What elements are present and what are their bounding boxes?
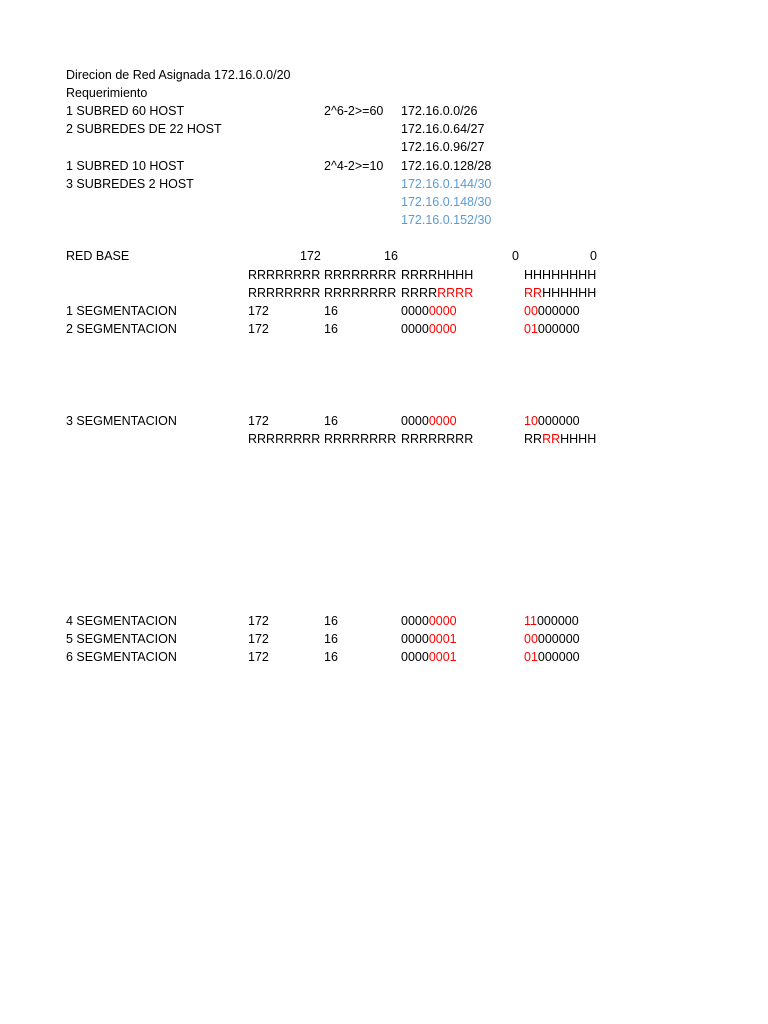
segmentation-octet: 16 bbox=[324, 614, 338, 628]
title-text: Direcion de Red Asignada 172.16.0.0/20 bbox=[66, 68, 291, 82]
bits-fixed: 0000 bbox=[401, 614, 429, 628]
bits-subnet: 0000 bbox=[428, 414, 457, 428]
mask-network-bits: RR bbox=[524, 432, 543, 446]
segmentation-row bbox=[0, 412, 768, 430]
requirement-network: 172.16.0.96/27 bbox=[401, 140, 485, 154]
mask-network-bits: RRRR bbox=[401, 286, 438, 300]
mask-octet: HHHHHHHH bbox=[524, 268, 597, 282]
segmentation-label: 3 SEGMENTACION bbox=[66, 414, 177, 428]
mask-octet: RRRRRRRR bbox=[324, 432, 397, 446]
bits-host: 000000 bbox=[537, 304, 580, 318]
requirement-row bbox=[0, 157, 768, 175]
requirement-row bbox=[0, 120, 768, 138]
bits-fixed: 0000 bbox=[401, 304, 429, 318]
segmentation-label: 2 SEGMENTACION bbox=[66, 322, 177, 336]
segmentation-octet: 16 bbox=[324, 322, 338, 336]
segmentation-octet bbox=[524, 648, 580, 666]
mask-octet: RRRRRRRR bbox=[401, 432, 474, 446]
mask-octet: RRRRRRRR bbox=[324, 268, 397, 282]
requirement-row bbox=[0, 193, 768, 211]
requirement-network: 172.16.0.144/30 bbox=[401, 177, 492, 191]
bits-host: 000000 bbox=[537, 650, 580, 664]
mask-octet: RRRRRRRR bbox=[248, 286, 321, 300]
mask-octet: RRRRRRRR bbox=[324, 286, 397, 300]
segmentation-row bbox=[0, 302, 768, 320]
mask-row bbox=[0, 284, 768, 302]
bits-subnet: 0001 bbox=[428, 650, 457, 664]
bits-subnet: 01 bbox=[524, 650, 538, 664]
mask-borrowed-bits: RR bbox=[542, 432, 561, 446]
requirement-formula: 2^4-2>=10 bbox=[324, 159, 384, 173]
segmentation-octet bbox=[524, 630, 580, 648]
requirement-label: 1 SUBRED 10 HOST bbox=[66, 159, 185, 173]
segmentation-octet bbox=[401, 648, 457, 666]
segmentation-octet bbox=[524, 612, 579, 630]
subtitle-row bbox=[0, 84, 768, 102]
segmentation-octet: 172 bbox=[248, 322, 269, 336]
mask-octet: RRRRRRRR bbox=[248, 432, 321, 446]
bits-host: 000000 bbox=[537, 322, 580, 336]
subtitle-text: Requerimiento bbox=[66, 86, 148, 100]
bits-subnet: 00 bbox=[524, 304, 538, 318]
mask-row bbox=[0, 266, 768, 284]
requirement-row bbox=[0, 138, 768, 156]
segmentation-octet bbox=[524, 302, 580, 320]
segmentation-octet bbox=[401, 320, 457, 338]
bits-subnet: 10 bbox=[524, 414, 538, 428]
segmentation-row bbox=[0, 612, 768, 630]
bits-subnet: 0000 bbox=[428, 304, 457, 318]
requirement-network: 172.16.0.152/30 bbox=[401, 213, 492, 227]
red-base-row bbox=[0, 247, 768, 265]
requirement-network: 172.16.0.64/27 bbox=[401, 122, 485, 136]
requirement-label: 3 SUBREDES 2 HOST bbox=[66, 177, 194, 191]
mask-borrowed-bits: RR bbox=[524, 286, 543, 300]
mask-octet: RRRRRRRR bbox=[248, 268, 321, 282]
requirement-formula: 2^6-2>=60 bbox=[324, 104, 384, 118]
segmentation-octet bbox=[401, 412, 457, 430]
bits-subnet: 0001 bbox=[428, 632, 457, 646]
bits-fixed: 0000 bbox=[401, 632, 429, 646]
red-base-octet: 0 bbox=[512, 249, 519, 263]
segmentation-octet bbox=[401, 612, 457, 630]
bits-host: 000000 bbox=[536, 614, 579, 628]
segmentation-row bbox=[0, 630, 768, 648]
red-base-octet: 172 bbox=[300, 249, 321, 263]
segmentation-octet: 172 bbox=[248, 414, 269, 428]
mask-octet bbox=[524, 284, 596, 302]
segmentation-octet: 16 bbox=[324, 414, 338, 428]
mask-octet bbox=[524, 430, 596, 448]
bits-fixed: 0000 bbox=[401, 322, 429, 336]
segmentation-label: 6 SEGMENTACION bbox=[66, 650, 177, 664]
bits-subnet: 11 bbox=[524, 614, 537, 628]
requirement-network: 172.16.0.128/28 bbox=[401, 159, 492, 173]
mask-borrowed-bits: RRRR bbox=[437, 286, 474, 300]
segmentation-octet bbox=[524, 412, 580, 430]
bits-fixed: 0000 bbox=[401, 414, 429, 428]
requirement-label: 2 SUBREDES DE 22 HOST bbox=[66, 122, 222, 136]
segmentation-octet: 172 bbox=[248, 614, 269, 628]
requirement-network: 172.16.0.0/26 bbox=[401, 104, 478, 118]
segmentation-label: 1 SEGMENTACION bbox=[66, 304, 177, 318]
bits-fixed: 0000 bbox=[401, 650, 429, 664]
bits-host: 000000 bbox=[537, 414, 580, 428]
segmentation-octet: 16 bbox=[324, 650, 338, 664]
segmentation-octet: 16 bbox=[324, 304, 338, 318]
mask-host-bits: HHHH bbox=[560, 432, 597, 446]
segmentation-octet: 172 bbox=[248, 632, 269, 646]
segmentation-octet bbox=[524, 320, 580, 338]
title-row bbox=[0, 66, 768, 84]
requirement-row bbox=[0, 175, 768, 193]
segmentation-label: 5 SEGMENTACION bbox=[66, 632, 177, 646]
mask-row bbox=[0, 430, 768, 448]
mask-octet bbox=[401, 284, 473, 302]
requirement-row bbox=[0, 211, 768, 229]
bits-host: 000000 bbox=[537, 632, 580, 646]
red-base-octet: 16 bbox=[384, 249, 398, 263]
segmentation-octet: 172 bbox=[248, 650, 269, 664]
requirement-network: 172.16.0.148/30 bbox=[401, 195, 492, 209]
red-base-octet: 0 bbox=[590, 249, 597, 263]
bits-subnet: 0000 bbox=[428, 322, 457, 336]
segmentation-octet bbox=[401, 302, 457, 320]
segmentation-octet bbox=[401, 630, 457, 648]
segmentation-octet: 172 bbox=[248, 304, 269, 318]
requirement-label: 1 SUBRED 60 HOST bbox=[66, 104, 185, 118]
segmentation-label: 4 SEGMENTACION bbox=[66, 614, 177, 628]
requirement-row bbox=[0, 102, 768, 120]
segmentation-row bbox=[0, 648, 768, 666]
mask-host-bits: HHHHHH bbox=[542, 286, 597, 300]
bits-subnet: 0000 bbox=[428, 614, 457, 628]
bits-subnet: 01 bbox=[524, 322, 538, 336]
segmentation-row bbox=[0, 320, 768, 338]
mask-octet: RRRRHHHH bbox=[401, 268, 474, 282]
bits-subnet: 00 bbox=[524, 632, 538, 646]
red-base-label: RED BASE bbox=[66, 249, 130, 263]
segmentation-octet: 16 bbox=[324, 632, 338, 646]
